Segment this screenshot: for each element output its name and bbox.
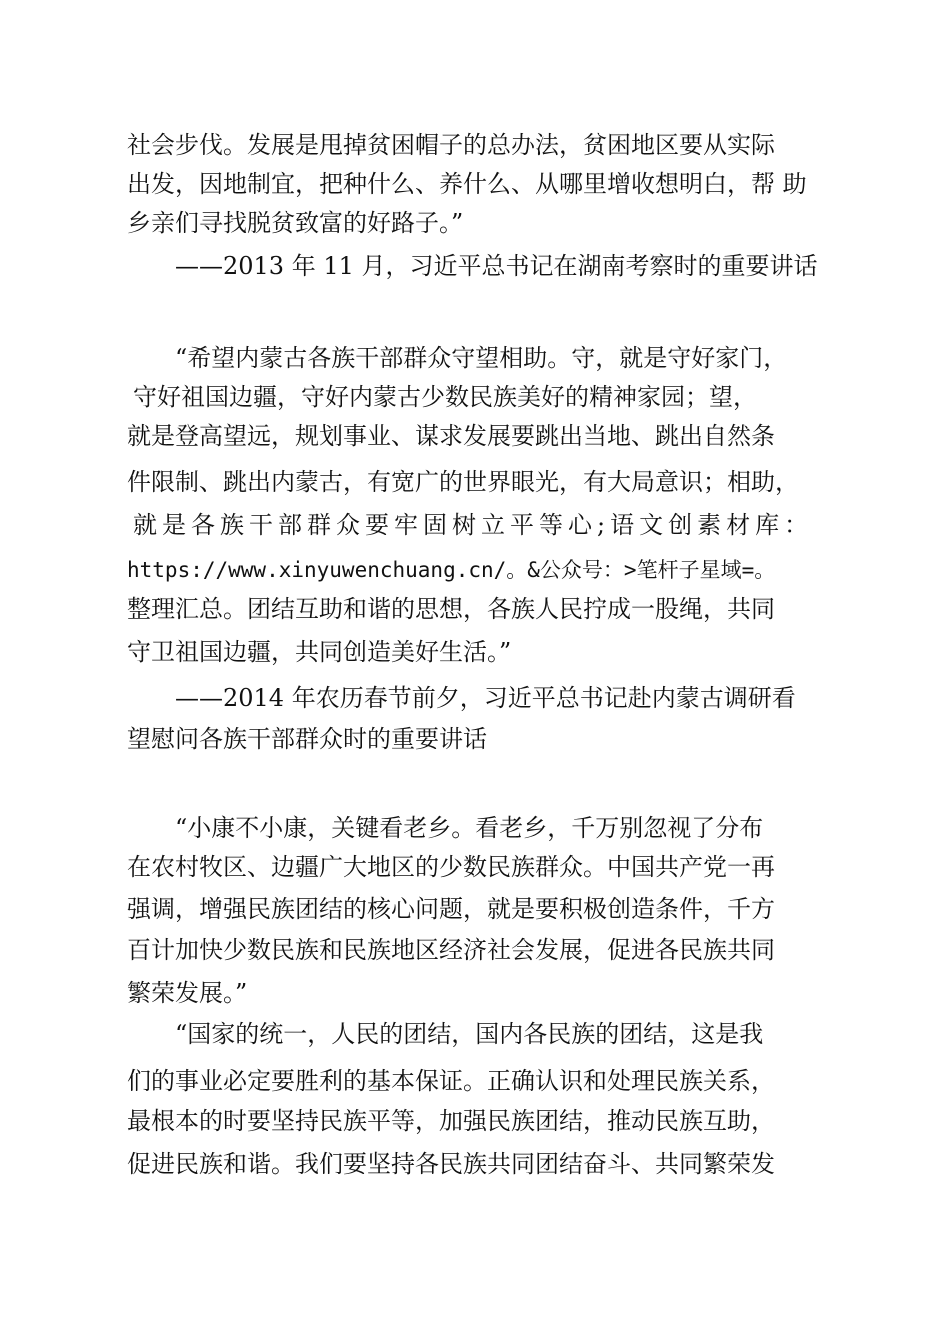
text-line: 件限制、跳出内蒙古，有宽广的世界眼光，有大局意识；相助， bbox=[127, 468, 799, 496]
text-line: 守卫祖国边疆，共同创造美好生活。” bbox=[127, 638, 512, 666]
text-line: https://www.xinyuwenchuang.cn/。&公众号：>笔杆子星域=。 bbox=[127, 558, 776, 582]
text-line: 整理汇总。团结互助和谐的思想，各族人民拧成一股绳，共同 bbox=[127, 595, 775, 623]
text-line: 百计加快少数民族和民族地区经济社会发展，促进各民族共同 bbox=[127, 936, 775, 964]
text-line: 社会步伐。发展是甩掉贫困帽子的总办法，贫困地区要从实际 bbox=[127, 131, 775, 159]
text-line: 繁荣发展。” bbox=[127, 979, 248, 1007]
source-attribution: 望慰问各族干部群众时的重要讲话 bbox=[127, 725, 487, 753]
text-line: 们的事业必定要胜利的基本保证。正确认识和处理民族关系， bbox=[127, 1067, 775, 1095]
source-attribution: ——2013 年 11 月，习近平总书记在湖南考察时的重要讲话 bbox=[175, 252, 818, 280]
source-attribution: ——2014 年农历春节前夕，习近平总书记赴内蒙古调研看 bbox=[175, 684, 796, 712]
text-line: “小康不小康，关键看老乡。看老乡，千万别忽视了分布 bbox=[175, 814, 764, 842]
text-line: 在农村牧区、边疆广大地区的少数民族群众。中国共产党一再 bbox=[127, 853, 775, 881]
text-line: 强调，增强民族团结的核心问题，就是要积极创造条件，千方 bbox=[127, 895, 775, 923]
text-line: “国家的统一，人民的团结，国内各民族的团结，这是我 bbox=[175, 1020, 764, 1048]
text-line: 守好祖国边疆，守好内蒙古少数民族美好的精神家园；望， bbox=[133, 383, 757, 411]
text-line: 最根本的时要坚持民族平等，加强民族团结，推动民族互助， bbox=[127, 1107, 775, 1135]
text-line: “希望内蒙古各族干部群众守望相助。守，就是守好家门， bbox=[175, 344, 788, 372]
text-line: 乡亲们寻找脱贫致富的好路子。” bbox=[127, 209, 464, 237]
text-line: 促进民族和谐。我们要坚持各民族共同团结奋斗、共同繁荣发 bbox=[127, 1150, 775, 1178]
text-line: 出发，因地制宜，把种什么、养什么、从哪里增收想明白，帮 助 bbox=[127, 170, 807, 198]
text-line: 就是登高望远，规划事业、谋求发展要跳出当地、跳出自然条 bbox=[127, 422, 775, 450]
text-line: 就是各族干部群众要牢固树立平等心;语文创素材库： bbox=[133, 511, 814, 539]
